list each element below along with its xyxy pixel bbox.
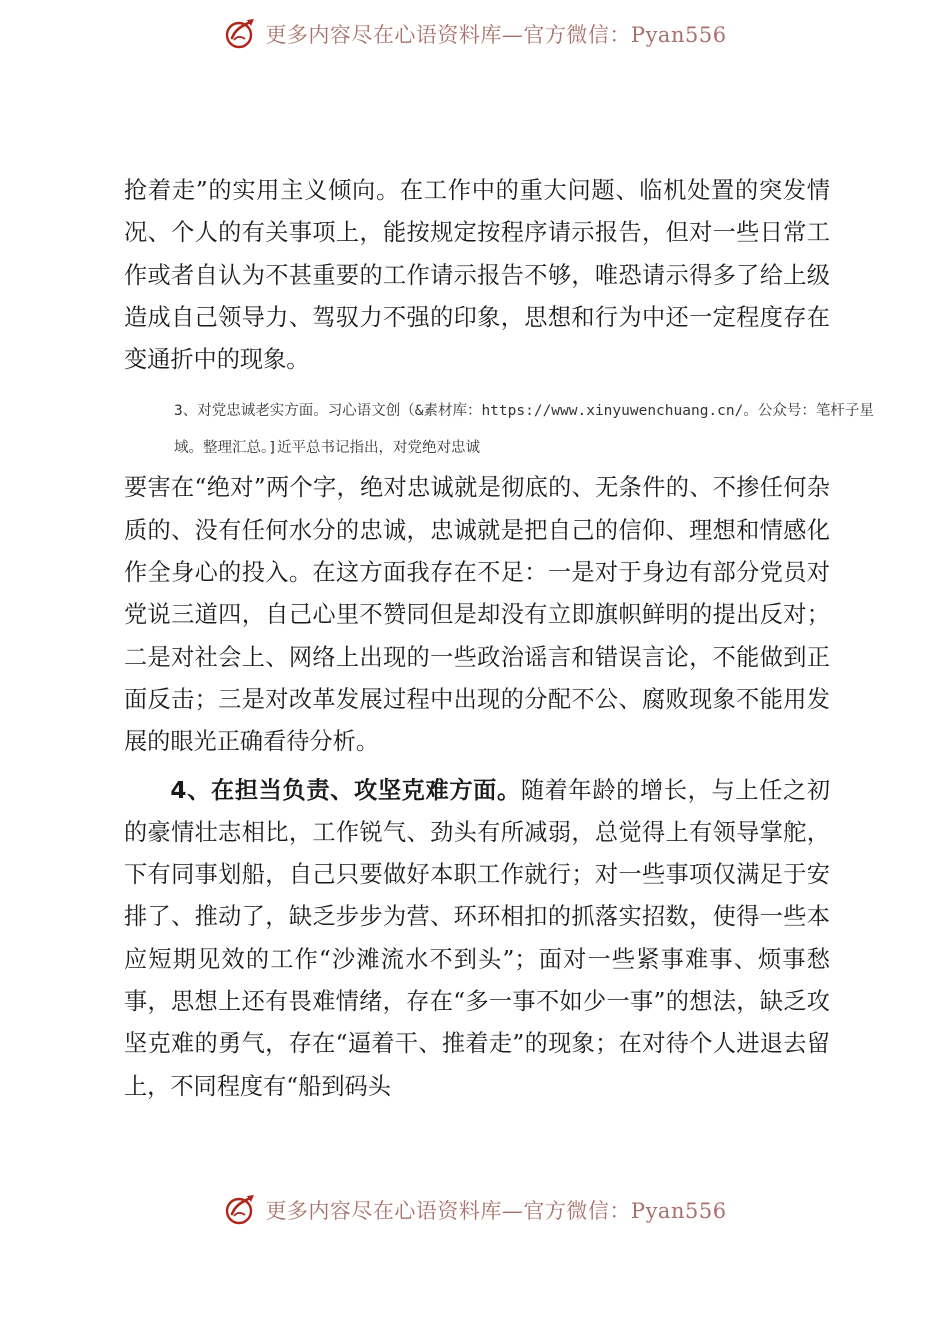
paragraph-2: 要害在“绝对”两个字，绝对忠诚就是彻底的、无条件的、不掺任何杂质的、没有任何水分的忠诚，忠诚就是把自己的信仰、理想和情感化作全身心的投入。在这方面我存在不足：一是对于身边有部分党员对党说三道四，自己心里不赞同但是却没有立即旗帜鲜明的提出反对；二是对社会上、网络上出现的一些政治谣言和错误言论，不能做到正面反击；三是对改革发展过程中出现的分配不公、腐败现象不能用发展的眼光正确看待分析。 — [124, 474, 830, 756]
footer-banner — [0, 1192, 950, 1228]
paragraph-1: 抢着走”的实用主义倾向。在工作中的重大问题、临机处置的突发情况、个人的有关事项上，能按规定按程序请示报告，但对一些日常工作或者自认为不甚重要的工作请示报告不够，唯恐请示得多了给上级造成自己领导力、驾驭力不强的印象，思想和行为中还一定程度存在变通折中的现象。 — [124, 177, 830, 374]
paragraph-3 — [124, 770, 830, 1108]
document-body — [124, 170, 874, 1108]
logo-icon — [223, 1192, 259, 1228]
footer-banner-text: 更多内容尽在心语资料库—官方微信：Pyan556 — [265, 1199, 727, 1223]
paragraph-3-text: 随着年龄的增长，与上任之初的豪情壮志相比，工作锐气、劲头有所减弱，总觉得上有领导掌舵，下有同事划船，自己只要做好本职工作就行；对一些事项仅满足于安排了、推动了，缺乏步步为营、环环相扣的抓落实招数，使得一些本应短期见效的工作“沙滩流水不到头”；面对一些紧事难事、烦事愁事，思想上还有畏难情绪，存在“多一事不如少一事”的想法，缺乏攻坚克难的勇气，存在“逼着干、推着走”的现象；在对待个人进退去留上，不同程度有“船到码头 — [124, 776, 831, 1100]
logo-icon — [223, 16, 259, 52]
source-note: 3、对党忠诚老实方面。习心语文创（&素材库：https://www.xinyuwenchuang.cn/。公众号：笔杆子星域。整理汇总。]近平总书记指出，对党绝对忠诚 — [174, 403, 874, 457]
header-banner-text: 更多内容尽在心语资料库—官方微信：Pyan556 — [265, 23, 727, 47]
section-heading: 4、在担当负责、攻坚克难方面。 — [170, 776, 521, 804]
header-banner — [0, 16, 950, 52]
